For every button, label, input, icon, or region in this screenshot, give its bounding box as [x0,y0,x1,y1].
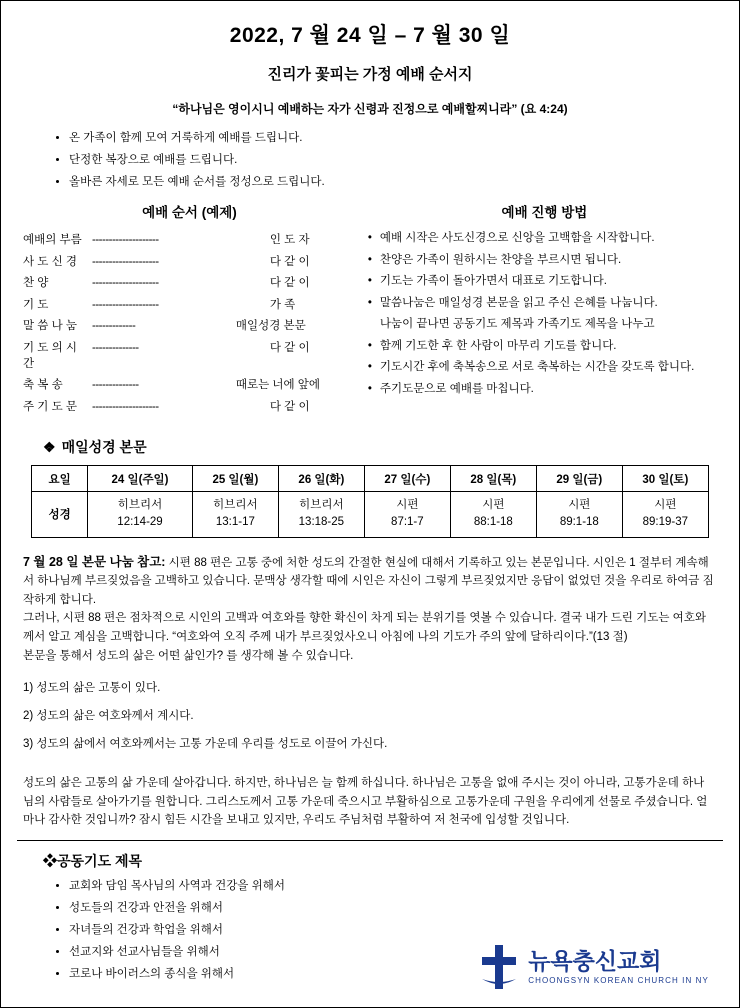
worship-method-column [356,201,723,419]
worship-order-heading: 예배 순서 (예제) [142,205,237,220]
row-label: 성경 [32,492,88,538]
order-who: 다 같 이 [269,400,310,413]
diamond-icon: ❖ [43,853,57,869]
worship-method-heading: 예배 진행 방법 [501,205,588,220]
daily-bible-table [31,465,709,538]
dot-leader: -------------- [92,379,139,391]
dot-leader: -------------------- [92,277,159,289]
bible-book: 시편 [654,499,677,511]
list-item: • 자녀들의 건강과 학업을 위해서 [69,921,723,937]
prayer-heading [43,851,723,871]
order-who: 다 같 이 [269,341,310,354]
study-point: 3) 성도의 삶에서 여호와께서는 고통 가운데 우리를 성도로 이끌어 가신다. [23,737,388,750]
order-name: 말 씀 나 눔 [23,320,78,332]
column-header: 25 일(월) [192,466,278,492]
table-cell [192,492,278,538]
daily-bible-heading [43,437,723,457]
study-notes [23,552,715,831]
order-row [23,317,356,333]
study-p3: 본문을 통해서 성도의 삶은 어떤 삶인가? 를 생각해 볼 수 있습니다. [23,649,354,662]
dot-leader: -------------------- [92,234,159,246]
order-name: 사 도 신 경 [23,255,78,268]
bible-ref: 89:19-37 [642,516,689,529]
bible-book: 시편 [568,499,591,511]
spacer [23,762,715,774]
dot-leader: -------------------- [92,255,159,268]
list-item: • 말씀나눔은 매일성경 본문을 읽고 주신 은혜를 나눕니다. [368,296,723,312]
bible-book: 시편 [482,499,505,511]
study-p1: 시편 88 편은 고통 중에 처한 성도의 간절한 현실에 대해서 기록하고 있는 본문입니다. 시인은 1 절부터 계속해서 하나님께 부르짖었음을 고백하고 있습니다. 문맥상 생각할 때에 시인은 자신이 그렇게 부르짖었지만 응답이 없었던 것을 우리로 하여금 짐작하게 합니다. [23,556,714,606]
order-who: 다 같 이 [269,277,310,289]
study-paragraph [23,552,715,610]
church-logo [478,943,709,991]
bible-book: 시편 [396,499,419,511]
bible-ref: 88:1-18 [473,516,513,529]
order-name: 기 도 의 시 간 [23,341,78,370]
logo-text [528,947,709,985]
column-header: 24 일(주일) [88,466,193,492]
order-name: 예배의 부름 [23,234,82,246]
dot-leader: -------------- [92,341,139,354]
diamond-icon: ❖ [43,439,56,455]
list-item: • 기도는 가족이 돌아가면서 대표로 기도합니다. [368,274,723,290]
column-header: 요일 [32,466,88,492]
study-p4-wrap [23,774,715,830]
bible-ref: 13:18-25 [298,516,345,529]
list-item: • 올바른 자세로 모든 예배 순서를 정성으로 드립니다. [69,173,723,189]
logo-name-en: CHOONGSYN KOREAN CHURCH IN NY [528,975,709,985]
dot-leader: ------------- [92,320,136,332]
column-header: 28 일(목) [450,466,536,492]
table-cell [622,492,708,538]
study-p4: 성도의 삶은 고통의 삶 가운데 살아갑니다. 하지만, 하나님은 늘 함께 하십니다. 하나님은 고통을 없애 주시는 것이 아니라, 고통가운데 하나님의 사람들로 살아가기를 원합니다. 그리스도께서 고통 가운데 죽으시고 부활하심으로 고통가운데 구원을 우리에게 선물로 주셨습니다. 얼마나 감사한 것입니까? 잠시 힘든 시간을 보내고 있지만, 우리도 주님처럼 부활하여 저 천국에 입성할 것입니다. [23,777,708,827]
bible-book: 히브리서 [213,499,258,511]
list-item: • 주기도문으로 예배를 마칩니다. [368,382,723,398]
worship-method-list [356,231,723,397]
order-name: 찬 양 [23,277,49,289]
order-who: 매일성경 본문 [235,320,306,332]
list-item: • 교회와 담임 목사님의 사역과 건강을 위해서 [69,877,723,893]
bible-book: 히브리서 [299,499,344,511]
study-p2: 그러나, 시편 88 편은 점차적으로 시인의 고백과 여호와를 향한 확신이 차게 되는 분위기를 엿볼 수 있습니다. 결국 내가 드린 기도는 여호와께서 알고 계심을 고백합니다. “여호와여 오직 주께 내가 부르짖었사오니 아침에 나의 기도가 주의 앞에 달하리이다.”(13 절) [23,612,706,643]
order-row [23,274,356,290]
column-header: 26 일(화) [278,466,364,492]
prayer-heading-label: 공동기도 제목 [57,853,143,869]
page-subtitle: 진리가 꽃피는 가정 예배 순서지 [267,66,473,83]
study-lead: 7 월 28 일 본문 나눔 참고: [23,554,166,569]
order-who: 다 같 이 [269,255,310,268]
list-item: • 선교지와 선교사님들을 위해서 [69,943,723,959]
order-and-method-columns [17,201,723,419]
scripture-verse: “하나님은 영이시니 예배하는 자가 신령과 진정으로 예배할찌니라” (요 4:24) [172,102,568,116]
logo-name-ko: 뉴욕충신교회 [528,947,662,974]
table-cell [364,492,450,538]
order-row [23,398,356,414]
order-row [23,296,356,312]
list-item: • 단정한 복장으로 예배를 드립니다. [69,151,723,167]
order-row [23,231,356,247]
order-row [23,253,356,269]
list-item: • 코로나 바이러스의 종식을 위해서 [69,965,723,981]
study-point: 1) 성도의 삶은 고통이 있다. [23,682,161,695]
dot-leader: -------------------- [92,400,159,413]
list-item: • 예배 시작은 사도신경으로 신앙을 고백함을 시작합니다. [368,231,723,247]
cross-icon [478,943,520,991]
order-row [23,376,356,392]
bible-ref: 87:1-7 [391,516,424,529]
table-row [32,492,709,538]
column-header: 29 일(금) [536,466,622,492]
page-title: 2022, 7 월 24 일 – 7 월 30 일 [229,24,511,47]
study-point: 2) 성도의 삶은 여호와께서 계시다. [23,709,194,722]
table-cell [278,492,364,538]
column-header: 27 일(수) [364,466,450,492]
bible-ref: 89:1-18 [559,516,599,529]
study-points [23,679,715,753]
study-p3-wrap [23,647,715,666]
daily-bible-heading-label: 매일성경 본문 [61,439,147,455]
list-item: • 성도들의 건강과 안전을 위해서 [69,899,723,915]
bible-ref: 12:14-29 [117,516,163,529]
order-row [23,339,356,371]
list-item: • 함께 기도한 후 한 사람이 마무리 기도를 합니다. [368,339,723,355]
study-p2-wrap [23,609,715,646]
order-who: 인 도 자 [269,234,310,246]
order-name: 주 기 도 문 [23,400,78,413]
dot-leader: -------------------- [92,298,159,311]
table-header-row [32,466,709,492]
order-name: 기 도 [23,298,49,311]
worship-order-column [17,201,356,419]
order-who: 때로는 너에 앞에 [235,379,321,391]
list-item: 나눔이 끝나면 공동기도 제목과 가족기도 제목을 나누고 [379,318,655,331]
table-cell [450,492,536,538]
table-cell [88,492,193,538]
intro-bullet-list [17,129,723,189]
table-cell [536,492,622,538]
list-item: • 찬양은 가족이 원하시는 찬양을 부르시면 됩니다. [368,253,723,269]
order-who: 가 족 [269,298,296,311]
list-item: • 온 가족이 함께 모여 거룩하게 예배를 드립니다. [69,129,723,145]
column-header: 30 일(토) [622,466,708,492]
section-divider [17,840,723,841]
order-name: 축 복 송 [23,379,63,391]
bible-book: 히브리서 [117,499,163,511]
list-item: • 기도시간 후에 축복송으로 서로 축복하는 시간을 갖도록 합니다. [368,360,723,376]
bible-ref: 13:1-17 [215,516,255,529]
